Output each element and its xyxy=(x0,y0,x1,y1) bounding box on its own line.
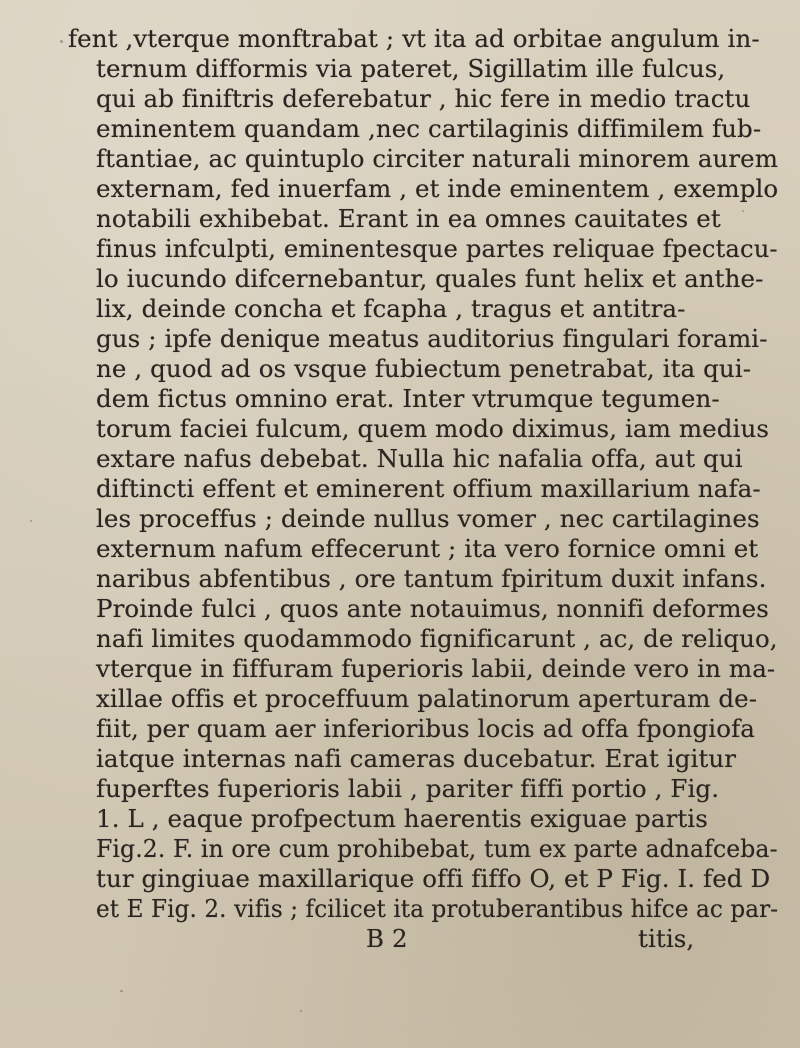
paper-speck xyxy=(742,210,744,212)
paper-speck xyxy=(60,40,63,43)
text-line: nafi limites quodammodo fignificarunt , ac, de reliquo, xyxy=(96,624,778,653)
text-line: vterque in fiffuram fuperioris labii, deinde vero in ma- xyxy=(96,654,776,683)
text-line: naribus abfentibus , ore tantum fpiritum duxit infans. xyxy=(96,564,767,593)
text-line: tur gingiuae maxillarique offi fiffo O, et P Fig. I. fed D xyxy=(96,864,771,893)
text-line: les proceffus ; deinde nullus vomer , nec cartilagines xyxy=(96,504,760,533)
text-line: torum faciei fulcum, quem modo diximus, iam medius xyxy=(96,414,770,443)
text-line: ternum difformis via pateret, Sigillatim ille fulcus, xyxy=(96,54,726,83)
text-line: lix, deinde concha et fcapha , tragus et antitra- xyxy=(96,294,686,323)
text-line: xillae offis et proceffuum palatinorum aperturam de- xyxy=(96,684,758,713)
text-line: 1. L , eaque profpectum haerentis exiguae partis xyxy=(96,804,708,833)
text-line: extare nafus debebat. Nulla hic nafalia offa, aut qui xyxy=(96,444,743,473)
text-line: externum nafum effecerunt ; ita vero fornice omni et xyxy=(96,534,759,563)
text-line: Proinde fulci , quos ante notauimus, nonnifi deformes xyxy=(96,594,769,623)
text-line: notabili exhibebat. Erant in ea omnes cauitates et xyxy=(96,204,721,233)
text-line: qui ab finiftris deferebatur , hic fere in medio tractu xyxy=(96,84,751,113)
text-line: externam, fed inuerfam , et inde eminentem , exemplo xyxy=(96,174,779,203)
text-line: lo iucundo difcernebantur, quales funt helix et anthe- xyxy=(96,264,764,293)
paper-speck xyxy=(300,1010,302,1012)
text-line: fent ,vterque monftrabat ; vt ita ad orbitae angulum in- xyxy=(68,24,760,53)
text-line: Fig.2. F. in ore cum prohibebat, tum ex parte adnafceba- xyxy=(96,834,778,863)
text-line: iatque internas nafi cameras ducebatur. Erat igitur xyxy=(96,744,737,773)
text-line: fuperftes fuperioris labii , pariter fiffi portio , Fig. xyxy=(96,774,720,803)
text-line: dem fictus omnino erat. Inter vtrumque tegumen- xyxy=(96,384,720,413)
paper-speck xyxy=(30,520,32,522)
signature-mark: B 2 xyxy=(366,924,408,953)
catchword: titis, xyxy=(638,924,695,953)
paper-speck xyxy=(120,990,123,992)
text-line: finus infculpti, eminentesque partes reliquae fpectacu- xyxy=(96,234,778,263)
text-line: gus ; ipfe denique meatus auditorius fingulari forami- xyxy=(96,324,768,353)
text-line: ne , quod ad os vsque fubiectum penetrabat, ita qui- xyxy=(96,354,752,383)
text-line: ftantiae, ac quintuplo circiter naturali minorem aurem xyxy=(96,144,779,173)
text-line: et E Fig. 2. vifis ; fcilicet ita protuberantibus hifce ac par- xyxy=(96,894,779,923)
text-line: diftincti effent et eminerent offium maxillarium nafa- xyxy=(96,474,761,503)
text-line: eminentem quandam ,nec cartilaginis diffimilem fub- xyxy=(96,114,762,143)
text-line: fiit, per quam aer inferioribus locis ad offa fpongiofa xyxy=(96,714,755,743)
